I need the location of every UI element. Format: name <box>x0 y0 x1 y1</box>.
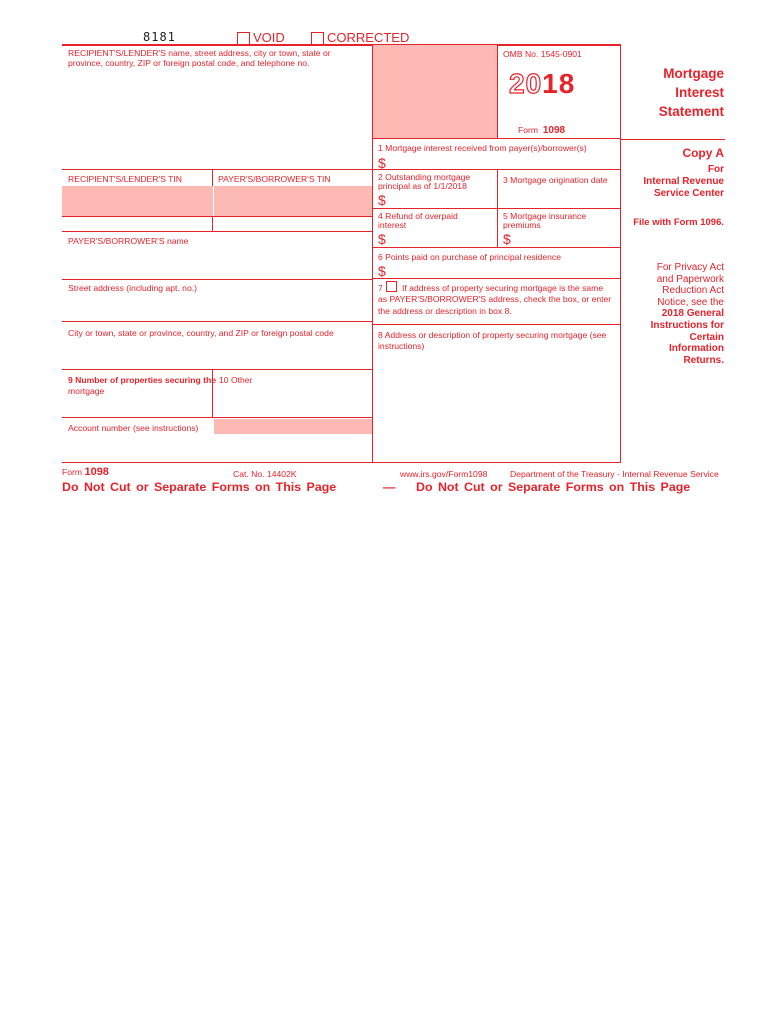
city-label: City or town, state or province, country, and ZIP or foreign postal code <box>68 328 334 338</box>
payer-name-label: PAYER'S/BORROWER'S name <box>68 236 189 246</box>
account-number-label: Account number (see instructions) <box>68 423 199 433</box>
box10-label: 10 Other <box>219 375 253 385</box>
box6-dollar: $ <box>378 263 386 279</box>
box5-label-line1: 5 Mortgage insurance <box>503 211 587 221</box>
privacy-line6: Instructions for <box>650 319 724 331</box>
box1-dollar: $ <box>378 155 386 171</box>
box2-dollar: $ <box>378 192 386 208</box>
title-divider <box>621 139 725 140</box>
tax-year-prefix: 20 <box>509 68 543 99</box>
separator-dash: — <box>383 480 396 494</box>
tin-field-bottom-line <box>62 216 373 217</box>
title-line1: Mortgage <box>663 66 724 81</box>
box1-label: 1 Mortgage interest received from payer(s)/borrower(s) <box>378 143 587 153</box>
box7-text-line1: If address of property securing mortgage is the same <box>402 283 604 293</box>
privacy-line9: Returns. <box>683 354 724 366</box>
copy-for: For <box>707 164 724 175</box>
box5-dollar: $ <box>503 231 511 247</box>
box7-text-line2: as PAYER'S/BORROWER'S address, check the box, or enter <box>378 294 612 304</box>
box4-label-line1: 4 Refund of overpaid <box>378 211 458 221</box>
form-word: Form <box>518 125 539 135</box>
recipient-tin-field[interactable] <box>62 186 213 216</box>
account-number-field[interactable] <box>214 419 372 434</box>
privacy-line8: Information <box>669 343 724 355</box>
box7-checkbox[interactable] <box>386 281 397 292</box>
form-bottom-border <box>62 462 621 463</box>
recipient-tin-label: RECIPIENT'S/LENDER'S TIN <box>68 174 182 184</box>
do-not-cut-left: Do Not Cut or Separate Forms on This Page <box>62 480 337 494</box>
box6-label: 6 Points paid on purchase of principal residence <box>378 252 561 262</box>
payer-tin-field[interactable] <box>214 186 372 216</box>
void-label: VOID <box>253 30 285 45</box>
box9-label-line1 <box>68 375 216 385</box>
privacy-notice <box>622 262 724 366</box>
title-line3: Statement <box>658 104 724 119</box>
title-line2: Interest <box>675 85 724 100</box>
do-not-cut-right: Do Not Cut or Separate Forms on This Page <box>416 480 691 494</box>
privacy-line1: For Privacy Act <box>656 262 724 273</box>
box8-label-line2: instructions) <box>378 341 425 351</box>
form-title <box>622 64 724 121</box>
footer-form-word: Form <box>62 467 83 477</box>
form-code: 8181 <box>143 30 176 44</box>
copy-destination <box>622 164 724 200</box>
footer-form-number: 1098 <box>84 466 109 478</box>
street-address-label: Street address (including apt. no.) <box>68 283 197 293</box>
box4-dollar: $ <box>378 231 386 247</box>
privacy-line4: Notice, see the <box>657 296 724 308</box>
file-with-note: File with Form 1096. <box>633 217 724 228</box>
form-number: 1098 <box>542 125 566 136</box>
footer-form <box>62 466 109 478</box>
copy-irs-line1: Internal Revenue <box>643 176 724 187</box>
corrected-label: CORRECTED <box>327 30 410 45</box>
privacy-line3: Reduction Act <box>662 285 724 297</box>
box8-label-line1: 8 Address or description of property securing mortgage (see <box>378 330 607 340</box>
copy-irs-line2: Service Center <box>653 188 724 199</box>
omb-number: OMB No. 1545-0901 <box>503 49 582 59</box>
box2-label-line1: 2 Outstanding mortgage <box>378 172 471 182</box>
cat-number: Cat. No. 14402K <box>233 469 297 479</box>
privacy-line5: 2018 General <box>661 308 724 320</box>
department: Department of the Treasury - Internal Revenue Service <box>510 469 719 479</box>
box3-label: 3 Mortgage origination date <box>503 175 608 185</box>
copy-title: Copy A <box>682 146 724 160</box>
privacy-line2: and Paperwork <box>656 273 724 285</box>
box5-label-line2: premiums <box>503 220 541 230</box>
box9-label-line2: mortgage <box>68 386 105 396</box>
payer-tin-label: PAYER'S/BORROWER'S TIN <box>218 174 331 184</box>
tax-year-suffix: 18 <box>542 68 576 99</box>
recipient-box-label: RECIPIENT'S/LENDER'S name, street address, city or town, state or province, country, ZIP or foreign postal code, and telephone no. <box>68 48 331 68</box>
recipient-shaded-area <box>373 45 498 139</box>
box2-label-line2: principal as of 1/1/2018 <box>378 181 467 191</box>
box7-number: 7 <box>378 283 383 293</box>
box9-label: 9 Number of properties securing the <box>68 375 217 385</box>
privacy-line7: Certain <box>689 331 724 343</box>
year-box <box>497 45 621 139</box>
box4-label-line2: interest <box>378 220 407 230</box>
website: www.irs.gov/Form1098 <box>400 469 488 479</box>
box7-text-line3: the address or description in box 8. <box>378 306 512 316</box>
